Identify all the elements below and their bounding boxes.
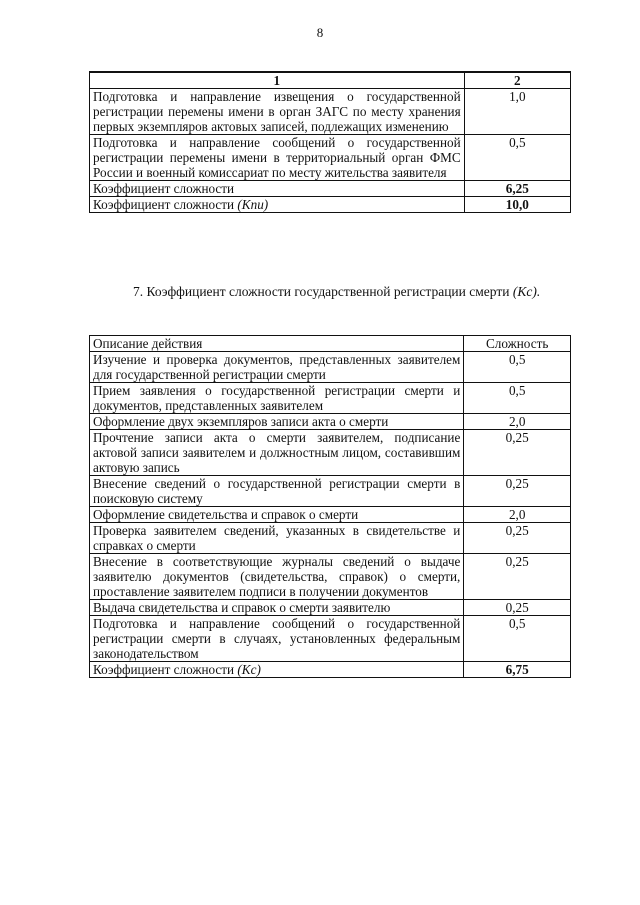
complexity-value: 0,25 <box>464 554 571 600</box>
section-text: 7. Коэффициент сложности государственной регистрации смерти <box>133 284 510 299</box>
complexity-table-continued <box>89 71 571 213</box>
action-description: Прочтение записи акта о смерти заявителем, подписание актовой записи заявителем и должностным лицом, составившим актовую запись <box>90 430 464 476</box>
action-description: Оформление свидетельства и справок о смерти <box>90 507 464 523</box>
summary-value: 10,0 <box>464 197 570 213</box>
summary-label-cell <box>90 662 464 678</box>
summary-value: 6,25 <box>464 181 570 197</box>
complexity-value: 0,5 <box>464 616 571 662</box>
column-header-complexity: Сложность <box>464 336 571 352</box>
table-row <box>90 554 571 600</box>
complexity-value: 0,25 <box>464 600 571 616</box>
column-header-2: 2 <box>464 72 570 89</box>
summary-row <box>90 181 571 197</box>
summary-label: Коэффициент сложности <box>90 181 465 197</box>
summary-value: 6,75 <box>464 662 571 678</box>
summary-label-cell <box>90 197 465 213</box>
action-description: Подготовка и направление сообщений о государственной регистрации перемены имени в территориальный орган ФМС России и военный комиссариат по месту жительства заявителя <box>90 135 465 181</box>
table-row <box>90 89 571 135</box>
section-heading <box>89 283 571 300</box>
action-description: Внесение в соответствующие журналы сведений о выдаче заявителю документов (свидетельства, справок) о смерти, проставление заявителем подписи в получении документов <box>90 554 464 600</box>
table-row <box>90 383 571 414</box>
table-row <box>90 414 571 430</box>
complexity-value: 0,25 <box>464 476 571 507</box>
action-description: Внесение сведений о государственной регистрации смерти в поисковую систему <box>90 476 464 507</box>
complexity-value: 1,0 <box>464 89 570 135</box>
table-row <box>90 135 571 181</box>
complexity-value: 0,5 <box>464 135 570 181</box>
coefficient-symbol: (Kс) <box>237 662 261 677</box>
coefficient-symbol: (Kс). <box>512 284 541 299</box>
action-description: Выдача свидетельства и справок о смерти заявителю <box>90 600 464 616</box>
complexity-value: 0,25 <box>464 430 571 476</box>
table-row <box>90 476 571 507</box>
complexity-value: 2,0 <box>464 507 571 523</box>
coefficient-symbol: (Kпи) <box>237 197 269 212</box>
action-description: Проверка заявителем сведений, указанных в свидетельстве и справках о смерти <box>90 523 464 554</box>
complexity-value: 2,0 <box>464 414 571 430</box>
action-description: Подготовка и направление извещения о государственной регистрации перемены имени в орган ЗАГС по месту хранения первых экземпляров актовых записей, подлежащих изменению <box>90 89 465 135</box>
summary-row <box>90 197 571 213</box>
action-description: Оформление двух экземпляров записи акта о смерти <box>90 414 464 430</box>
table-row <box>90 600 571 616</box>
page-number: 8 <box>316 25 324 40</box>
action-description: Подготовка и направление сообщений о государственной регистрации смерти в случаях, установленных федеральным законодательством <box>90 616 464 662</box>
column-header-description: Описание действия <box>90 336 464 352</box>
table-row <box>90 507 571 523</box>
complexity-value: 0,5 <box>464 352 571 383</box>
summary-row <box>90 662 571 678</box>
table-row <box>90 616 571 662</box>
summary-label: Коэффициент сложности <box>93 662 235 677</box>
table-header-row <box>90 336 571 352</box>
complexity-value: 0,25 <box>464 523 571 554</box>
summary-label: Коэффициент сложности <box>93 197 235 212</box>
complexity-value: 0,5 <box>464 383 571 414</box>
table-row <box>90 523 571 554</box>
action-description: Изучение и проверка документов, представленных заявителем для государственной регистрации смерти <box>90 352 464 383</box>
table-header-row <box>90 72 571 89</box>
column-header-1: 1 <box>90 72 465 89</box>
death-registration-table <box>89 335 571 678</box>
table-row <box>90 430 571 476</box>
table-row <box>90 352 571 383</box>
action-description: Прием заявления о государственной регистрации смерти и документов, представленных заявителем <box>90 383 464 414</box>
